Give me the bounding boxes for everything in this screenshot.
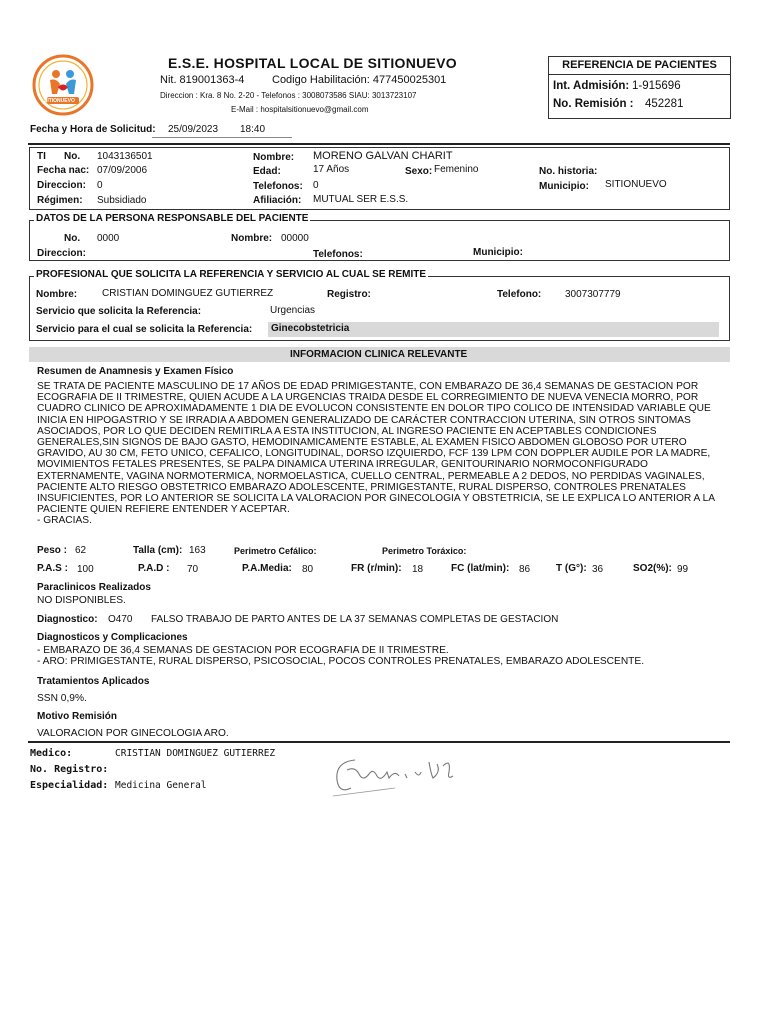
registro-label: No. Registro: (30, 764, 109, 775)
profesional-nombre-label: Nombre: (36, 289, 78, 300)
responsable-municipio-label: Municipio: (473, 247, 523, 258)
temperatura-value: 36 (592, 564, 604, 575)
pas-value: 100 (77, 564, 94, 575)
complicaciones-label: Diagnosticos y Complicaciones (37, 632, 188, 643)
nombre-label: Nombre: (253, 152, 295, 163)
pamedia-label: P.A.Media: (242, 563, 292, 574)
fecha-nac-value: 07/09/2006 (97, 165, 148, 176)
regimen-label: Régimen: (37, 195, 83, 206)
referencia-box (548, 56, 731, 119)
talla-value: 163 (189, 545, 206, 556)
resumen-line: MOVIMIENTOS FETALES PRESENTES, SE PALPA DINAMICA UTERINA IRREGULAR, GENITOURINARIO NORMOCONFIGURADO (37, 459, 648, 471)
responsable-box (29, 220, 730, 261)
resumen-line: EXTERNAMENTE, VAGINA NORMOTERMICA, NORMOELASTICA, CUELLO CENTRAL, PERMEABLE A 2 DEDOS, NO PERDIDAS VAGINALES, (37, 470, 705, 482)
perimetro-toraxico-label: Perimetro Toráxico: (382, 546, 467, 556)
resumen-line: PACIENTE QUIEN REFIERE ENTENDER Y ACEPTAR. (37, 504, 290, 516)
municipio-value: SITIONUEVO (605, 179, 667, 190)
diagnostico-value: FALSO TRABAJO DE PARTO ANTES DE LA 37 SEMANAS COMPLETAS DE GESTACION (151, 614, 559, 625)
pamedia-value: 80 (302, 564, 314, 575)
profesional-telefono-label: Telefono: (497, 289, 542, 300)
hospital-logo (30, 54, 96, 116)
hospital-email: E-Mail : hospitalsitionuevo@gmail.com (231, 105, 369, 114)
profesional-telefono-value: 3007307779 (565, 289, 621, 300)
remision-label: No. Remisión : (553, 98, 634, 110)
fc-label: FC (lat/min): (451, 563, 510, 574)
servicio-remite-value: Ginecobstetricia (271, 323, 350, 334)
medico-value: CRISTIAN DOMINGUEZ GUTIERREZ (115, 748, 276, 759)
no-label: No. (64, 151, 81, 162)
referencia-title: REFERENCIA DE PACIENTES (549, 57, 730, 75)
ti-label: TI (37, 151, 46, 162)
clinica-title: INFORMACION CLINICA RELEVANTE (290, 349, 468, 360)
telefonos-value: 0 (313, 180, 319, 191)
resumen-label: Resumen de Anamnesis y Examen Físico (37, 366, 234, 377)
servicio-solicita-label: Servicio que solicita la Referencia: (36, 306, 202, 317)
motivo-value: VALORACION POR GINECOLOGIA ARO. (37, 728, 229, 739)
pas-label: P.A.S : (37, 563, 68, 574)
solicitud-hora: 18:40 (240, 124, 266, 135)
tratamientos-label: Tratamientos Aplicados (37, 676, 150, 687)
header-divider (28, 143, 730, 145)
resumen-text (37, 381, 727, 527)
temperatura-label: T (G°): (556, 563, 587, 574)
direccion-label: Direccion: (37, 180, 86, 191)
admision-value: 1-915696 (632, 80, 681, 92)
resumen-line: - GRACIAS. (37, 515, 92, 527)
responsable-nombre-label: Nombre: (231, 233, 273, 244)
pad-label: P.A.D : (138, 563, 170, 574)
peso-label: Peso : (37, 545, 68, 556)
fc-value: 86 (519, 564, 531, 575)
footer-divider (28, 741, 730, 743)
responsable-no-label: No. (64, 233, 81, 244)
solicitud-fecha: 25/09/2023 (168, 124, 219, 135)
signature (325, 748, 465, 803)
hospital-direccion: Direccion : Kra. 8 No. 2-20 - Telefonos : 3008073586 SIAU: 3013723107 (160, 91, 417, 100)
resumen-line: GRAVIDO, AU 30 CM, FETO UNICO, CEFALICO, LONGITUDINAL, DORSO IZQUIERDO, FCF 139 LPM CON DOPPLER AUDILE POR LA MADRE, (37, 448, 711, 460)
resumen-line: INSUFICIENTES, POR LO ANTERIOR SE SOLICITA LA VALORACION POR GINECOLOGIA Y OBSTETRICIA, SE LE EXPLICA LO ANTERIOR A LA (37, 493, 716, 505)
regimen-value: Subsidiado (97, 195, 147, 206)
complicaciones-text (37, 645, 727, 667)
historia-label: No. historia: (539, 166, 598, 177)
resumen-line: SE TRATA DE PACIENTE MASCULINO DE 17 AÑOS DE EDAD PRIMIGESTANTE, CON EMBARAZO DE 36,4 SEMANAS DE GESTACION POR (37, 381, 699, 392)
admision-label: Int. Admisión: (553, 80, 630, 92)
talla-label: Talla (cm): (133, 545, 183, 556)
fr-value: 18 (412, 564, 424, 575)
complicaciones-line: - EMBARAZO DE 36,4 SEMANAS DE GESTACION POR ECOGRAFIA DE II TRIMESTRE. (37, 645, 449, 656)
solicitud-label: Fecha y Hora de Solicitud: (30, 124, 156, 135)
tratamientos-value: SSN 0,9%. (37, 693, 87, 704)
resumen-line: CUADRO CLINICO DE APROXIMADAMENTE 1 DIA DE EVOLUCON CONSISTENTE EN DOLOR TIPO COLICO DE INTENSIDAD VARIABLE QUE (37, 403, 711, 415)
remision-value: 452281 (645, 98, 684, 110)
responsable-title: DATOS DE LA PERSONA RESPONSABLE DEL PACIENTE (36, 213, 309, 224)
direccion-value: 0 (97, 180, 103, 191)
profesional-registro-label: Registro: (327, 289, 371, 300)
perimetro-cefalico-label: Perimetro Cefálico: (234, 546, 317, 556)
telefonos-label: Telefonos: (253, 181, 303, 192)
profesional-title: PROFESIONAL QUE SOLICITA LA REFERENCIA Y SERVICIO AL CUAL SE REMITE (36, 269, 427, 280)
diagnostico-label: Diagnostico: (37, 614, 98, 625)
so2-label: SO2(%): (633, 563, 672, 574)
hospital-name: E.S.E. HOSPITAL LOCAL DE SITIONUEVO (168, 55, 457, 71)
hospital-nit: Nit. 819001363-4 (160, 74, 245, 86)
resumen-line: INICIA EN HIPOGASTRIO Y SE IRRADIA A ABDOMEN GENERALIZADO DE CARÁCTER CONTRACCION UTERINA, SIN OTROS SINTOMAS (37, 414, 691, 426)
pad-value: 70 (187, 564, 199, 575)
sexo-label: Sexo: (405, 166, 433, 177)
servicio-remite-label: Servicio para el cual se solicita la Referencia: (36, 324, 253, 335)
resumen-line: GENERALES,SIN SIGNOS DE BAJO GASTO, HEMODINAMICAMENTE ESTABLE, AL EXAMEN FISICO ABDOMEN GLOBOSO POR UTERO (37, 437, 687, 449)
especialidad-label: Especialidad: (30, 780, 109, 791)
responsable-no-value: 0000 (97, 233, 120, 244)
afiliacion-label: Afiliación: (253, 195, 302, 206)
paraclinicos-label: Paraclinicos Realizados (37, 582, 151, 593)
resumen-line: ASOCIADOS, POR LO QUE DECIDEN REMITIRLA A ESTA INSTITUCION, AL INGRESO PACIENTE EN ACEPTABLES CONDICIONES (37, 425, 657, 437)
especialidad-value: Medicina General (115, 780, 207, 791)
edad-value: 17 Años (313, 164, 350, 175)
logo-text: SITIONUEVO (44, 98, 75, 104)
edad-label: Edad: (253, 166, 281, 177)
fr-label: FR (r/min): (351, 563, 402, 574)
medico-label: Medico: (30, 748, 73, 759)
responsable-nombre-value: 00000 (281, 233, 309, 244)
documento-value: 1043136501 (97, 151, 153, 162)
motivo-label: Motivo Remisión (37, 711, 118, 722)
fecha-nac-label: Fecha nac: (37, 165, 90, 176)
profesional-nombre-value: CRISTIAN DOMINGUEZ GUTIERREZ (102, 288, 274, 299)
servicio-solicita-value: Urgencias (270, 305, 316, 316)
paraclinicos-value: NO DISPONIBLES. (37, 595, 126, 606)
responsable-telefonos-label: Telefonos: (313, 249, 363, 260)
hospital-codigo: Codigo Habilitación: 477450025301 (272, 74, 447, 86)
diagnostico-code: O470 (108, 614, 133, 625)
so2-value: 99 (677, 564, 689, 575)
nombre-value: MORENO GALVAN CHARIT (313, 150, 453, 162)
peso-value: 62 (75, 545, 87, 556)
resumen-line: PACIENTE ALTO RIESGO OBSTETRICO EMBARAZO ADOLESCENTE, PRIMIGESTANTE, RURAL DISPERSO, CONTROLES PRENATALES (37, 481, 686, 493)
complicaciones-line: - ARO: PRIMIGESTANTE, RURAL DISPERSO, PSICOSOCIAL, POCOS CONTROLES PRENATALES, EMBARAZO ADOLESCENTE. (37, 656, 645, 668)
municipio-label: Municipio: (539, 181, 589, 192)
afiliacion-value: MUTUAL SER E.S.S. (313, 194, 409, 205)
responsable-direccion-label: Direccion: (37, 248, 86, 259)
resumen-line: ECOGRAFIA DE II TRIMESTRE, QUIEN ACUDE A LA URGENCIAS TRAIDA DESDE EL CORREGIMIENTO DE NUEVA VENECIA MORRO, POR (37, 392, 699, 404)
solicitud-underline (152, 137, 292, 138)
sexo-value: Femenino (434, 164, 479, 175)
